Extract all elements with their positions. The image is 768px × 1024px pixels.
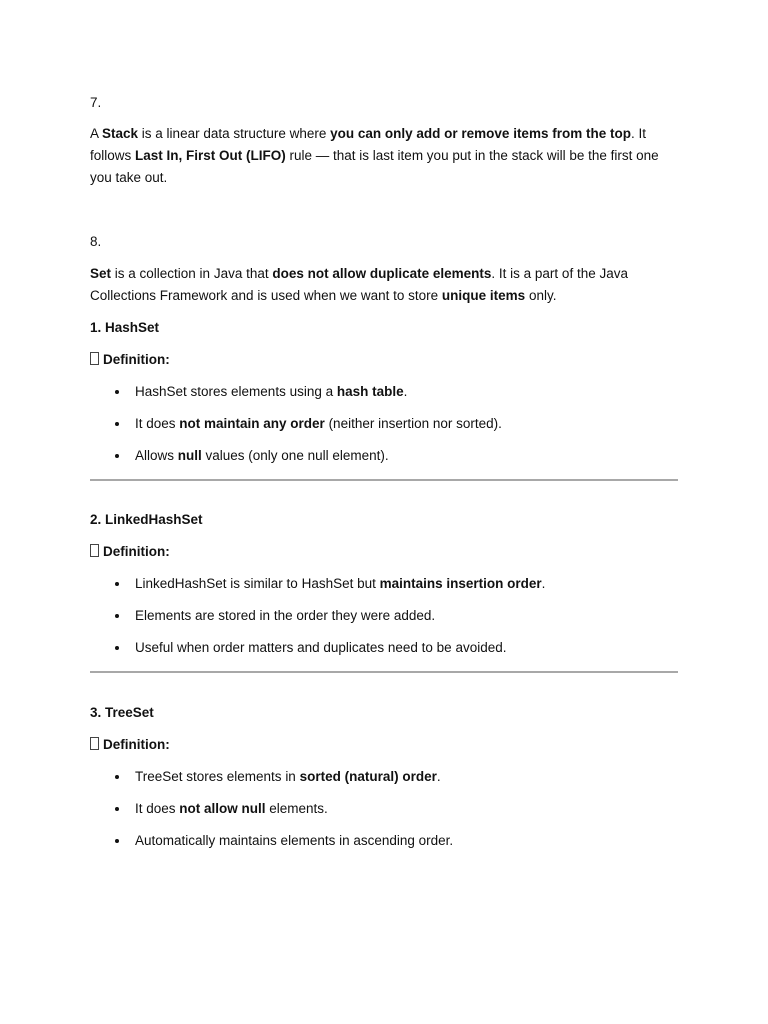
list-item-text: It does (135, 416, 180, 431)
paragraph-text: is a collection in Java that (111, 266, 273, 281)
linkedhashset-bullet-list (90, 573, 680, 669)
paragraph-text: rule — that is last item you put in the stack will be the first one you take out. (90, 148, 659, 185)
linkedhashset-heading: 2. LinkedHashSet (90, 512, 203, 527)
list-item-text: Allows (135, 448, 178, 463)
section-divider (90, 479, 678, 481)
list-item-text: Automatically maintains elements in ascending order. (135, 833, 454, 848)
linkedhashset-definition-label (90, 541, 170, 563)
missing-glyph-box-icon (90, 737, 99, 750)
hashset-heading: 1. HashSet (90, 320, 160, 335)
list-item (90, 413, 680, 445)
list-item (90, 766, 680, 798)
section-divider (90, 671, 678, 673)
paragraph-text: only. (525, 288, 557, 303)
list-item-text: (neither insertion nor sorted). (324, 416, 502, 431)
missing-glyph-box-icon (90, 352, 99, 365)
list-item (90, 637, 680, 669)
section-number-7: 7. (90, 95, 102, 110)
paragraph-text: . It is a part of the Java Collections Framework and is used when we want to store (90, 266, 628, 303)
treeset-heading: 3. TreeSet (90, 705, 154, 720)
list-item-text: It does (135, 801, 180, 816)
list-item-bold-text: not maintain any order (179, 416, 325, 431)
list-item-text: . (541, 576, 546, 591)
list-item-text: values (only one null element). (201, 448, 389, 463)
treeset-definition-label (90, 734, 170, 756)
paragraph-bold-text: does not allow duplicate elements (272, 266, 492, 281)
set-paragraph (90, 263, 678, 307)
paragraph-text: . It follows (90, 126, 646, 163)
paragraph-bold-text: unique items (441, 288, 526, 303)
list-item (90, 830, 680, 862)
list-item-bold-text: null (177, 448, 202, 463)
hashset-definition-label (90, 349, 170, 371)
list-item-text: TreeSet stores elements in (135, 769, 300, 784)
list-item-bold-text: sorted (natural) order (299, 769, 437, 784)
paragraph-bold-text: Last In, First Out (LIFO) (135, 148, 286, 163)
definition-label-text: Definition: (103, 544, 170, 559)
list-item (90, 798, 680, 830)
definition-label-text: Definition: (103, 352, 170, 367)
list-item-text: . (403, 384, 408, 399)
treeset-bullet-list (90, 766, 680, 862)
list-item-bold-text: hash table (336, 384, 404, 399)
paragraph-text: is a linear data structure where (138, 126, 331, 141)
list-item-bold-text: maintains insertion order (379, 576, 542, 591)
list-item-bold-text: not allow null (179, 801, 266, 816)
list-item (90, 573, 680, 605)
stack-paragraph (90, 123, 678, 189)
list-item-text: elements. (265, 801, 328, 816)
hashset-bullet-list (90, 381, 680, 477)
missing-glyph-box-icon (90, 544, 99, 557)
list-item (90, 381, 680, 413)
paragraph-bold-text: Stack (102, 126, 139, 141)
list-item-text: Useful when order matters and duplicates need to be avoided. (135, 640, 507, 655)
list-item-text: LinkedHashSet is similar to HashSet but (135, 576, 380, 591)
list-item (90, 605, 680, 637)
list-item-text: Elements are stored in the order they were added. (135, 608, 436, 623)
paragraph-text: A (90, 126, 103, 141)
list-item-text: . (436, 769, 441, 784)
paragraph-bold-text: you can only add or remove items from the top (330, 126, 631, 141)
definition-label-text: Definition: (103, 737, 170, 752)
list-item-text: HashSet stores elements using a (135, 384, 337, 399)
paragraph-bold-text: Set (90, 266, 112, 281)
list-item (90, 445, 680, 477)
section-number-8: 8. (90, 234, 102, 249)
